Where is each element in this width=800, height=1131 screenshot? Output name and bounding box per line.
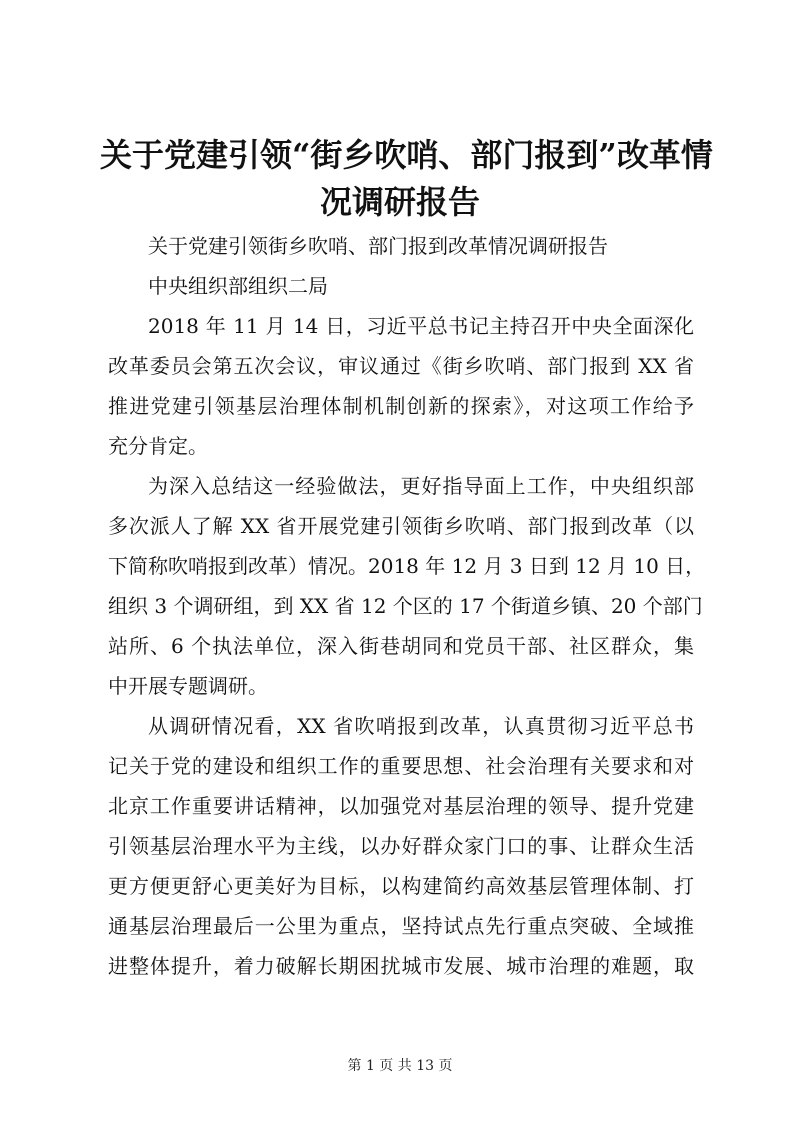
document-subtitle: 关于党建引领街乡吹哨、部门报到改革情况调研报告	[148, 234, 608, 258]
paragraph-line: 记关于党的建设和组织工作的重要思想、社会治理有关要求和对	[108, 754, 694, 778]
paragraph-line: 推进党建引领基层治理体制机制创新的探索》，对这项工作给予	[108, 394, 694, 418]
paragraph-1	[108, 306, 694, 466]
paragraph-line: 更方便更舒心更美好为目标，以构建简约高效基层管理体制、打	[108, 874, 694, 898]
document-title	[100, 132, 713, 226]
paragraph-line: 从调研情况看，XX 省吹哨报到改革，认真贯彻习近平总书	[148, 714, 694, 738]
paragraph-line: 中开展专题调研。	[108, 674, 268, 698]
paragraph-line: 2018 年 11 月 14 日，习近平总书记主持召开中央全面深化	[148, 314, 694, 338]
page-footer: 第 1 页 共 13 页	[347, 1058, 453, 1074]
paragraph-line: 为深入总结这一经验做法，更好指导面上工作，中央组织部	[148, 474, 694, 498]
paragraph-line: 通基层治理最后一公里为重点，坚持试点先行重点突破、全域推	[108, 914, 694, 938]
paragraph-line: 多次派人了解 XX 省开展党建引领街乡吹哨、部门报到改革（以	[108, 514, 694, 538]
paragraph-2	[108, 466, 706, 706]
title-line: 关于党建引领“街乡吹哨、部门报到”改革情	[100, 136, 713, 174]
paragraph-line: 进整体提升，着力破解长期困扰城市发展、城市治理的难题，取	[108, 954, 694, 978]
paragraph-line: 北京工作重要讲话精神，以加强党对基层治理的领导、提升党建	[108, 794, 694, 818]
paragraph-line: 充分肯定。	[108, 434, 208, 458]
paragraph-line: 站所、6 个执法单位，深入街巷胡同和党员干部、社区群众，集	[108, 634, 694, 658]
title-line: 况调研报告	[319, 183, 480, 221]
paragraph-line: 下简称吹哨报到改革）情况。2018 年 12 月 3 日到 12 月 10 日，	[108, 554, 706, 578]
paragraph-3	[108, 706, 694, 986]
document-author: 中央组织部组织二局	[148, 274, 328, 298]
document-body	[108, 226, 706, 986]
paragraph-line: 改革委员会第五次会议，审议通过《街乡吹哨、部门报到 XX 省	[108, 354, 694, 378]
paragraph-line: 组织 3 个调研组，到 XX 省 12 个区的 17 个街道乡镇、20 个部门	[108, 594, 703, 618]
paragraph-line: 引领基层治理水平为主线，以办好群众家门口的事、让群众生活	[108, 834, 694, 858]
